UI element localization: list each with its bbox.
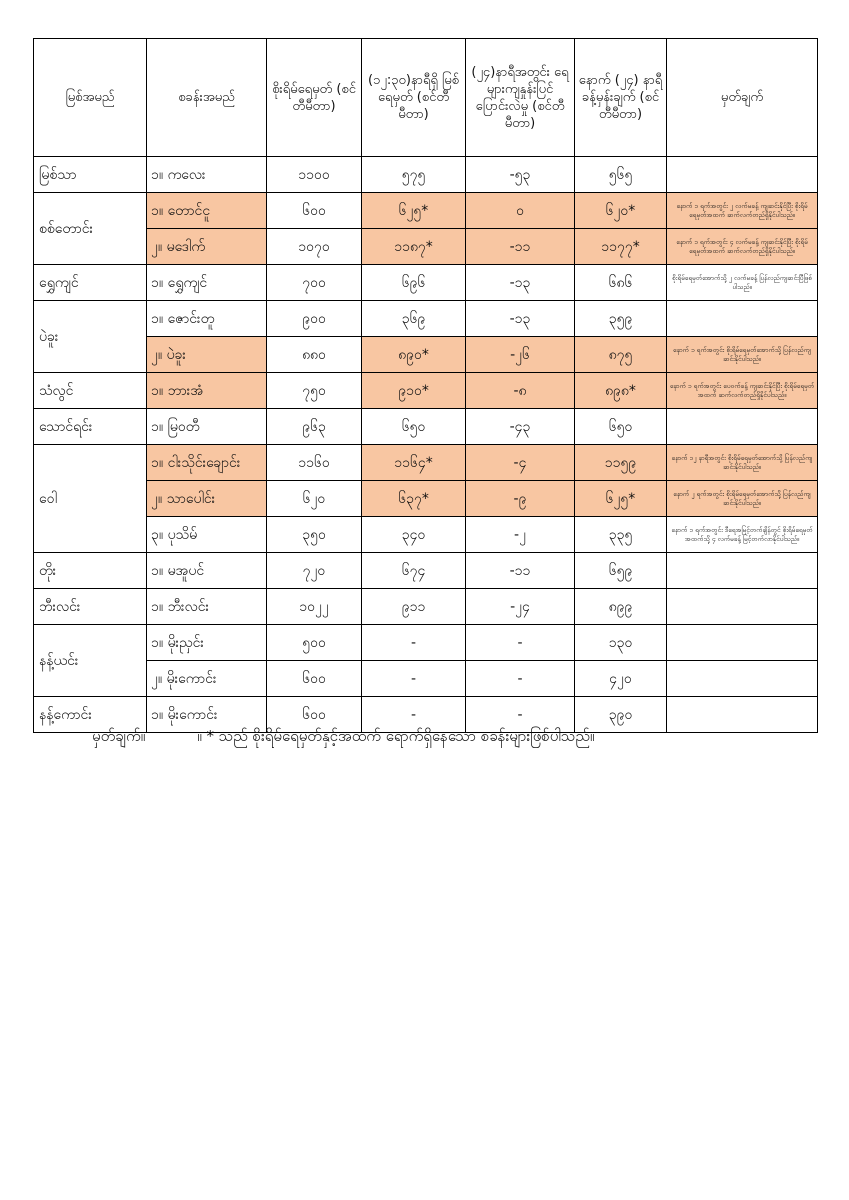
change-24h: -၂ [466,517,575,553]
current-level: ၉၁၁ [362,589,466,625]
header-24h-change: (၂၄)နာရီအတွင်း ရေများကျနှုန်းပြင် ပြောင်းလဲမှု (စင်တီမီတာ) [466,39,575,157]
remark [667,409,818,445]
change-24h: -၁၃ [466,265,575,301]
station-name: ၁။ ရွှေကျင် [147,265,267,301]
current-level: ၆၃၇* [362,481,466,517]
table-header-row [34,39,818,157]
forecast-level: ၅၆၅ [575,157,667,193]
danger-level: ၅၀၀ [267,625,362,661]
forecast-level: ၆၅၉ [575,553,667,589]
table-row [34,625,818,661]
footnote [92,726,594,746]
station-name: ၁။ ငါးသိုင်းချောင်း [147,445,267,481]
river-name: ရွှေကျင် [34,265,147,301]
change-24h: ၀ [466,193,575,229]
change-24h: - [466,697,575,733]
river-name: မြစ်သာ [34,157,147,193]
change-24h: -၁၃ [466,301,575,337]
table-row [34,445,818,481]
danger-level: ၉၆၃ [267,409,362,445]
current-level: - [362,697,466,733]
change-24h: - [466,661,575,697]
remark: နောက် ၁ ရက်အတွင်း ၂ လက်မခန့် ကျဆင်းနိုင်ပြီး စိုးရိမ်ရေမှတ်အထက် ဆက်လက်တည်ရှိနိုင်ပါသည်။ [667,193,818,229]
river-name: ဝေါ [34,445,147,553]
header-remark: မှတ်ချက် [667,39,818,157]
table-row [34,409,818,445]
remark: နောက် ၁ ရက်အတွင်း ပေ၀က်ခန့် ကျဆင်းနိုင်ပြီး စိုးရိမ်ရေမှတ်အထက် ဆက်လက်တည်ရှိနိုင်ပါသည်။ [667,373,818,409]
forecast-level: ၃၃၅ [575,517,667,553]
table-row [34,157,818,193]
current-level: ၆၇၄ [362,553,466,589]
danger-level: ၆၀၀ [267,193,362,229]
header-danger-level: စိုးရိမ်ရေမှတ် (စင်တီမီတာ) [267,39,362,157]
change-24h: - [466,625,575,661]
table-row [34,229,818,265]
change-24h: -၄၃ [466,409,575,445]
current-level: ၁၁၈၇* [362,229,466,265]
current-level: ၃၆၉ [362,301,466,337]
station-name: ၁။ ဘီးလင်း [147,589,267,625]
header-station: စခန်းအမည် [147,39,267,157]
danger-level: ၇၅၀ [267,373,362,409]
change-24h: -၉ [466,481,575,517]
remark: စိုးရိမ်ရေမှတ်အောက်သို့ ၂ လက်မခန့် ပြန်လည်ကျဆင်းပြီဖြစ်ပါသည်။ [667,265,818,301]
remark [667,301,818,337]
danger-level: ၆၀၀ [267,697,362,733]
table-row [34,661,818,697]
station-name: ၁။ ကလေး [147,157,267,193]
remark: နောက် ၁ ရက်အတွင်း ဒီရေအမြင့်တက်ချိန်တွင် စိုးရိမ်ရေမှတ် အထက်သို့ ၄ လက်မခန့် မြင့်တက်လာနိုင်ပါသည်။ [667,517,818,553]
remark [667,661,818,697]
danger-level: ၉၀၀ [267,301,362,337]
station-name: ၂။ မိုးကောင်း [147,661,267,697]
table-row [34,193,818,229]
danger-level: ၆၀၀ [267,661,362,697]
river-name: သံလွင် [34,373,147,409]
flood-level-table [33,38,818,733]
station-name: ၁။ မိုးကောင်း [147,697,267,733]
forecast-level: ၈၇၅ [575,337,667,373]
forecast-level: ၄၂၀ [575,661,667,697]
danger-level: ၃၅၀ [267,517,362,553]
remark [667,625,818,661]
station-name: ၁။ မြ၀တီ [147,409,267,445]
table-row [34,373,818,409]
forecast-level: ၃၉၀ [575,697,667,733]
station-name: ၁။ ဘားအံ [147,373,267,409]
forecast-level: ၆၈၆ [575,265,667,301]
table-row [34,589,818,625]
current-level: ၈၉၀* [362,337,466,373]
station-name: ၁။ မိုးညှင်း [147,625,267,661]
danger-level: ၁၀၂၂ [267,589,362,625]
station-name: ၃။ ပုသိမ် [147,517,267,553]
table-row [34,481,818,517]
river-name: စစ်တောင်း [34,193,147,265]
table-row [34,265,818,301]
station-name: ၁။ တောင်ငူ [147,193,267,229]
change-24h: -၅၃ [466,157,575,193]
footnote-text: ။ * သည် စိုးရိမ်ရေမှတ်နှင့်အထက် ရောက်ရှိနေသော စခန်းများဖြစ်ပါသည်။ [197,727,595,745]
river-name: တိုး [34,553,147,589]
station-name: ၁။ မအူပင် [147,553,267,589]
remark [667,553,818,589]
forecast-level: ၁၁၅၉ [575,445,667,481]
danger-level: ၈၈၀ [267,337,362,373]
change-24h: -၂၄ [466,589,575,625]
current-level: ၃၄၀ [362,517,466,553]
forecast-level: ၆၂၅* [575,481,667,517]
current-level: - [362,625,466,661]
river-name: ပဲခူး [34,301,147,373]
station-name: ၂။ သာပေါင်း [147,481,267,517]
remark: နောက် ၁ ရက်အတွင်း ၄ လက်မခန့် ကျဆင်းနိုင်ပြီး စိုးရိမ်ရေမှတ်အထက် ဆက်လက်တည်ရှိနိုင်ပါသည်။ [667,229,818,265]
forecast-level: ၁၁၇၇* [575,229,667,265]
footnote-label: မှတ်ချက်။ [92,727,146,745]
danger-level: ၁၁၆၀ [267,445,362,481]
current-level: ၆၂၅* [362,193,466,229]
remark [667,589,818,625]
table-row [34,337,818,373]
danger-level: ၇၀၀ [267,265,362,301]
forecast-level: ၈၉၈* [575,373,667,409]
change-24h: -၂၆ [466,337,575,373]
change-24h: -၁၁ [466,553,575,589]
river-name: နန့်ကောင်း [34,697,147,733]
current-level: ၆၉၆ [362,265,466,301]
danger-level: ၆၂၀ [267,481,362,517]
forecast-level: ၃၅၉ [575,301,667,337]
forecast-level: ၆၅၀ [575,409,667,445]
change-24h: -၄ [466,445,575,481]
header-current-level: (၁၂:၃၀)နာရီရှိ မြစ်ရေမှတ် (စင်တီမီတာ) [362,39,466,157]
station-name: ၂။ ပဲခူး [147,337,267,373]
danger-level: ၇၂၀ [267,553,362,589]
change-24h: -၁၁ [466,229,575,265]
current-level: ၉၁၀* [362,373,466,409]
change-24h: -၈ [466,373,575,409]
table-row [34,301,818,337]
current-level: - [362,661,466,697]
river-name: နန့်ယင်း [34,625,147,697]
forecast-level: ၆၂၀* [575,193,667,229]
remark: နောက် ၂ ရက်အတွင်း စိုးရိမ်ရေမှတ်အောက်သို့ ပြန်လည်ကျဆင်းနိုင်ပါသည်။ [667,481,818,517]
remark [667,697,818,733]
remark: နောက် ၁ ရက်အတွင်း စိုးရိမ်ရေမှတ်အောက်သို့ ပြန်လည်ကျဆင်းနိုင်ပါသည်။ [667,337,818,373]
table-row [34,517,818,553]
danger-level: ၁၁၀၀ [267,157,362,193]
forecast-level: ၈၉၉ [575,589,667,625]
remark: နောက် ၁၂ နာရီအတွင်း စိုးရိမ်ရေမှတ်အောက်သို့ ပြန်လည်ကျဆင်းနိုင်ပါသည်။ [667,445,818,481]
forecast-level: ၁၃၀ [575,625,667,661]
header-river: မြစ်အမည် [34,39,147,157]
current-level: ၆၅၀ [362,409,466,445]
current-level: ၁၁၆၄* [362,445,466,481]
header-forecast: နောက် (၂၄) နာရီ ခန့်မှန်းချက် (စင်တီမီတာ) [575,39,667,157]
remark [667,157,818,193]
river-name: သောင်ရင်း [34,409,147,445]
station-name: ၂။ မဒေါက် [147,229,267,265]
danger-level: ၁၀၇၀ [267,229,362,265]
current-level: ၅၇၅ [362,157,466,193]
table-row [34,553,818,589]
station-name: ၁။ ဇောင်းတူ [147,301,267,337]
river-name: ဘီးလင်း [34,589,147,625]
